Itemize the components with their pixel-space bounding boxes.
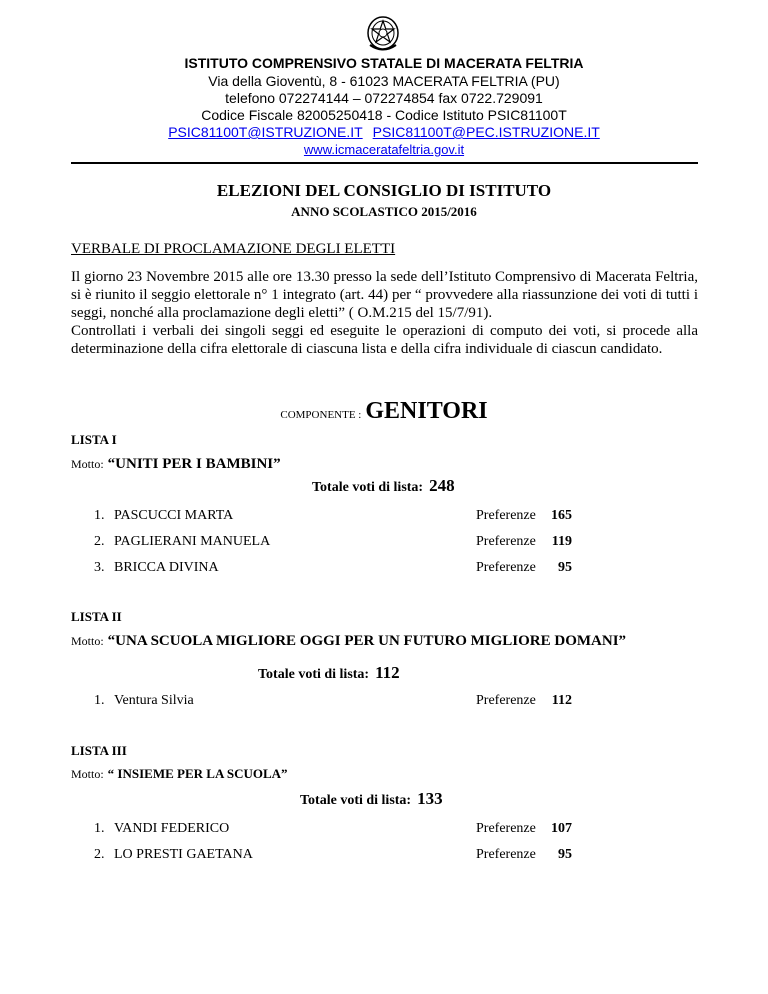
- preference-label: Preferenze: [476, 847, 536, 862]
- candidate-name: Ventura Silvia: [114, 693, 194, 708]
- candidate-row: [0, 559, 768, 577]
- componente-value: GENITORI: [365, 398, 488, 424]
- preference-votes: 95: [558, 560, 572, 575]
- school-codes: Codice Fiscale 82005250418 - Codice Istituto PSIC81100T: [201, 107, 567, 123]
- pec-email-link[interactable]: PSIC81100T@PEC.ISTRUZIONE.IT: [372, 124, 600, 140]
- componente-label: COMPONENTE :: [280, 409, 362, 421]
- list-motto: [71, 765, 288, 783]
- candidate-number: 2.: [94, 847, 105, 862]
- preference-votes: 112: [551, 693, 572, 708]
- school-name: ISTITUTO COMPRENSIVO STATALE DI MACERATA FELTRIA: [184, 55, 584, 71]
- header-divider: [71, 162, 698, 164]
- paragraph-procedure: Controllati i verbali dei singoli seggi ed eseguite le operazioni di computo dei voti, si procede alla determinazione della cifra elettorale di ciascuna lista e della cifra individuale di ciascun candidato.: [71, 323, 698, 357]
- motto-label: Motto:: [71, 767, 104, 781]
- componente-heading: [0, 398, 768, 428]
- list-title: LISTA II: [71, 609, 122, 624]
- republic-emblem-icon: [366, 12, 400, 52]
- motto-text: “UNA SCUOLA MIGLIORE OGGI PER UN FUTURO MIGLIORE DOMANI”: [107, 633, 627, 649]
- document-title: ELEZIONI DEL CONSIGLIO DI ISTITUTO: [216, 181, 552, 200]
- preference-label: Preferenze: [476, 693, 536, 708]
- candidate-number: 3.: [94, 560, 105, 575]
- motto-label: Motto:: [71, 457, 104, 471]
- candidate-name: LO PRESTI GAETANA: [114, 847, 253, 862]
- total-label: Totale voti di lista:: [300, 793, 412, 808]
- candidate-name: PAGLIERANI MANUELA: [114, 534, 271, 549]
- list-total: [300, 789, 443, 811]
- preference-label: Preferenze: [476, 560, 536, 575]
- total-value: 133: [417, 789, 443, 808]
- email-link[interactable]: PSIC81100T@ISTRUZIONE.IT: [168, 124, 363, 140]
- candidate-row: [0, 692, 768, 710]
- candidate-name: VANDI FEDERICO: [114, 821, 230, 836]
- email-links: [0, 124, 768, 141]
- document-subtitle: ANNO SCOLASTICO 2015/2016: [291, 204, 477, 219]
- candidate-number: 1.: [94, 508, 105, 523]
- school-phone: telefono 072274144 – 072274854 fax 0722.729091: [225, 90, 543, 106]
- paragraph-intro: Il giorno 23 Novembre 2015 alle ore 13.30 presso la sede dell’Istituto Comprensivo di Macerata Feltria, si è riunito il seggio elettorale n° 1 integrato (art. 44) per “ provvedere alla riassunzione dei voti di tutti i seggi, nonché alla proclamazione degli eletti” ( O.M.215 del 15/7/91).: [71, 269, 698, 321]
- body-text: [71, 268, 698, 358]
- preference-votes: 119: [551, 534, 572, 549]
- preference-label: Preferenze: [476, 508, 536, 523]
- candidate-row: [0, 533, 768, 551]
- list-motto: [71, 632, 626, 650]
- motto-label: Motto:: [71, 634, 104, 648]
- candidate-number: 1.: [94, 693, 105, 708]
- candidate-number: 1.: [94, 821, 105, 836]
- school-address: Via della Gioventù, 8 - 61023 MACERATA FELTRIA (PU): [208, 73, 560, 89]
- total-value: 112: [375, 663, 400, 682]
- candidate-row: [0, 846, 768, 864]
- list-title: LISTA I: [71, 432, 117, 447]
- list-total: [258, 663, 400, 685]
- candidate-row: [0, 507, 768, 525]
- total-label: Totale voti di lista:: [312, 480, 424, 495]
- section-heading: VERBALE DI PROCLAMAZIONE DEGLI ELETTI: [71, 241, 396, 257]
- candidate-row: [0, 820, 768, 838]
- candidate-name: PASCUCCI MARTA: [114, 508, 234, 523]
- list-motto: [71, 455, 281, 473]
- total-label: Totale voti di lista:: [258, 667, 370, 682]
- preference-votes: 107: [551, 821, 572, 836]
- preference-label: Preferenze: [476, 821, 536, 836]
- website-link[interactable]: www.icmaceratafeltria.gov.it: [303, 142, 465, 157]
- total-value: 248: [429, 476, 455, 495]
- preference-votes: 95: [558, 847, 572, 862]
- candidate-number: 2.: [94, 534, 105, 549]
- list-title: LISTA III: [71, 743, 127, 758]
- motto-text: “ INSIEME PER LA SCUOLA”: [107, 766, 288, 781]
- preference-votes: 165: [551, 508, 572, 523]
- list-total: [312, 476, 455, 498]
- motto-text: “UNITI PER I BAMBINI”: [107, 456, 281, 472]
- preference-label: Preferenze: [476, 534, 536, 549]
- candidate-name: BRICCA DIVINA: [114, 560, 219, 575]
